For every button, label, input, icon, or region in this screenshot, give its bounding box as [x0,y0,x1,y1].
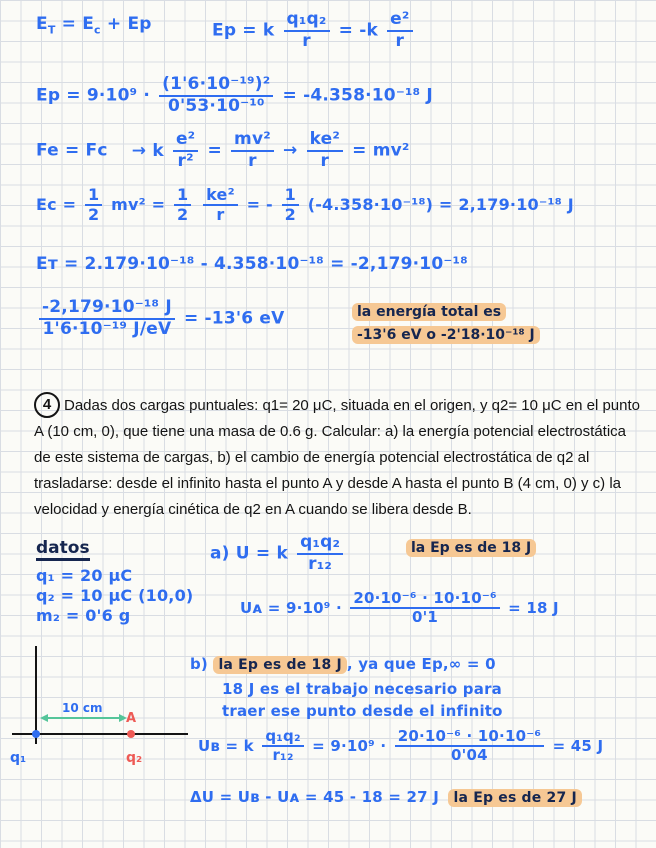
equation-total-energy: $E_T = E_c + Ep$ [36,14,152,37]
solution-b-explanation-1: 18 J es el trabajo necesario para [222,680,502,698]
solution-b-explanation-2: traer ese punto desde el infinito [222,702,503,720]
solution-delta-u: ΔU = Uв - Uᴀ = 45 - 18 = 27 J la Ep es de 27 J [190,788,582,806]
solution-b-statement: b) la Ep es de 18 J , ya que Ep,∞ = 0 [190,655,496,673]
point-a-label: A [126,711,137,726]
equation-potential-energy: Ep = k $\frac{\text{q₁q₂}}{r}$ = -k $\frac{\text{e²}}{r}$ [212,10,416,51]
equation-total-value: Eт = 2.179·10⁻¹⁸ - 4.358·10⁻¹⁸ = -2,179·10⁻¹⁸ [36,254,468,274]
datos-block [36,538,193,626]
datos-item: q₂ = 10 μC (10,0) [36,586,194,605]
equation-ev-conversion: $\frac{\text{-2,179·10⁻¹⁸ J}}{\text{1'6·10⁻¹⁹ J/eV}}$ = -13'6 eV [36,298,285,339]
charge-q2-dot [127,730,135,738]
datos-title: datos [36,538,193,558]
arrow-head-left [40,714,48,722]
equation-forces: Fe = Fc → k $\frac{\text{e²}}{\text{r²}}$ = $\frac{\text{mv²}}{r}$ → $\frac{\text{ke²}}{r}$ = mv² [36,129,410,171]
problem-number: 4 [34,392,60,418]
charge-q1-dot [32,730,40,738]
equation-kinetic-energy: Ec = $\frac{1}{2}$ mv² = $\frac{1}{2}$ $\frac{\text{ke²}}{r}$ = - $\frac{1}{2}$ (-4.358·10⁻¹⁸) = 2,179·10⁻¹⁸ J [36,185,574,225]
q2-label: q₂ [126,750,143,766]
solution-ub-value: Uв = k $\frac{\text{q₁q₂}}{\text{r₁₂}}$ = 9·10⁹ · $\frac{\text{20·10⁻⁶ · 10·10⁻⁶}}{0'04}$ = 45 J [198,727,604,765]
charges-diagram [0,640,200,770]
solution-ua-value: Uᴀ = 9·10⁹ · $\frac{\text{20·10⁻⁶ · 10·10⁻⁶}}{0'1}$ = 18 J [240,589,559,627]
problem-statement [34,393,646,523]
problem-text: Dadas dos cargas puntuales: q1= 20 μC, situada en el origen, y q2= 10 μC en el punto A (10 cm, 0), que tiene una masa de 0.6 g. Calcular: a) la energía potencial electrostática de este sistema de cargas, b) el cambio de energía potencial electrostática de q2 al trasladarse: desde el infinito hasta el punto A y desde A hasta el punto B (4 cm, 0) y c) la velocidad y energía cinética de q2 en A cuando se libera desde B. [34,397,640,518]
solution-a-formula: a) U = k $\frac{\text{q₁q₂}}{\text{r₁₂}}$ [210,533,346,574]
answer-highlight-total: la energía total es -13'6 eV o -2'18·10⁻¹⁸ J [352,301,540,347]
distance-label: 10 cm [62,701,103,715]
q1-label: q₁ [10,750,27,766]
datos-item: q₁ = 20 μC [36,566,133,585]
equation-ep-value: Ep = 9·10⁹ · $\frac{\text{(1'6·10⁻¹⁹)²}}{\text{0'53·10⁻¹⁰}}$ = -4.358·10⁻¹⁸ J [36,74,433,116]
datos-item: m₂ = 0'6 g [36,606,131,625]
answer-highlight-a: la Ep es de 18 J [406,540,536,556]
